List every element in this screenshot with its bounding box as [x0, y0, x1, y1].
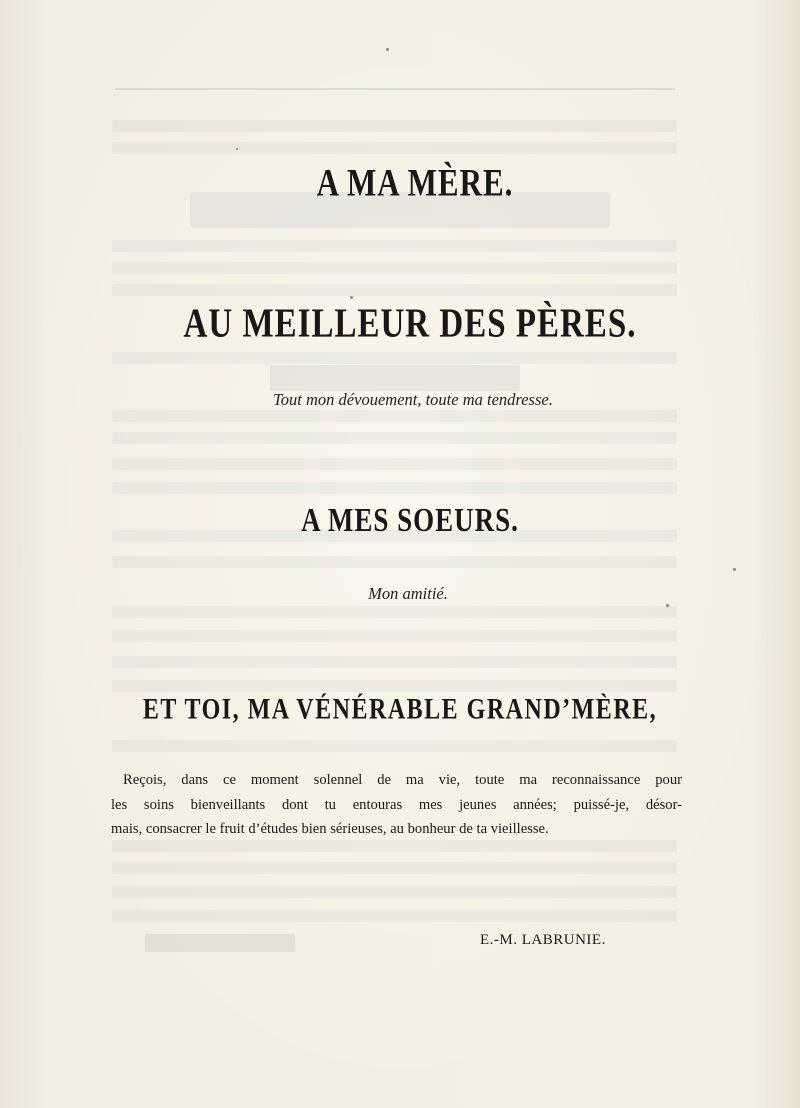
- author-signature: E.-M. LABRUNIE.: [480, 932, 606, 948]
- bleed-line: [112, 740, 677, 752]
- paper-speck: [350, 296, 353, 299]
- bleed-line: [112, 240, 677, 252]
- grandmother-paragraph: [111, 768, 682, 842]
- bleed-line: [112, 410, 677, 422]
- heading-to-my-mother: A MA MÈRE.: [316, 160, 514, 205]
- heading-to-grandmother: ET TOI, MA VÉNÉRABLE GRAND’MÈRE,: [142, 693, 658, 727]
- bleed-line: [112, 656, 677, 668]
- paper-speck: [666, 604, 669, 607]
- bleed-line: [112, 284, 677, 296]
- bleed-line: [112, 482, 677, 494]
- bleed-line: [112, 142, 677, 154]
- paragraph-line: les soins bienveillants dont tu entouras mes jeunes années; puissé-je, désor-: [111, 796, 682, 813]
- bleed-line: [112, 606, 677, 618]
- paper-speck: [386, 48, 389, 51]
- paper-speck: [733, 568, 736, 571]
- bleed-line: [112, 458, 677, 470]
- bleed-line: [112, 262, 677, 274]
- paragraph-line: mais, consacrer le fruit d’études bien sérieuses, au bonheur de ta vieillesse.: [111, 821, 549, 837]
- bleed-signature: [145, 934, 295, 952]
- bleed-line: [112, 630, 677, 642]
- bleed-name: [270, 365, 520, 391]
- bleed-line: [112, 910, 677, 922]
- bleed-line: [112, 432, 677, 444]
- heading-to-my-sisters: A MES SOEURS.: [301, 501, 519, 539]
- bleed-line: [112, 862, 677, 874]
- bleed-line: [112, 840, 677, 852]
- paper-speck: [236, 148, 238, 150]
- dedication-line-father: Tout mon dévouement, toute ma tendresse.: [273, 390, 553, 409]
- bleed-line: [112, 886, 677, 898]
- bleed-rule: [115, 88, 675, 90]
- dedication-line-sisters: Mon amitié.: [368, 584, 448, 603]
- bleed-line: [112, 120, 677, 132]
- bleed-line: [112, 556, 677, 568]
- heading-to-the-best-of-fathers: AU MEILLEUR DES PÈRES.: [183, 301, 637, 347]
- bleed-line: [112, 352, 677, 364]
- bleed-line: [112, 680, 677, 692]
- paragraph-line: Reçois, dans ce moment solennel de ma vie, toute ma reconnaissance pour: [123, 772, 682, 788]
